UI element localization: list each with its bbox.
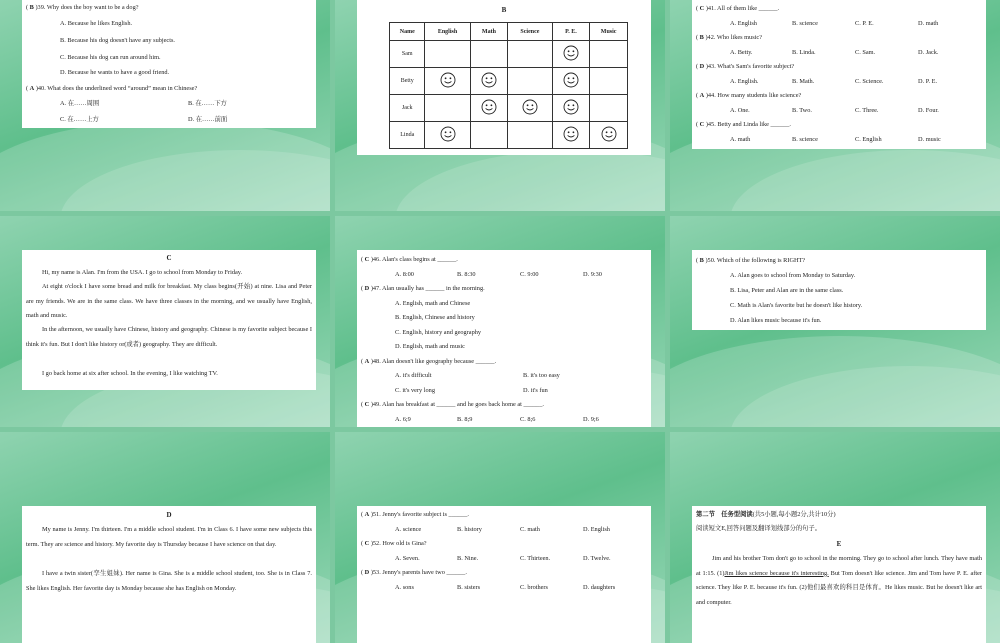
cell-english xyxy=(425,122,470,149)
question-40: ( A )40. What does the underlined word “around” mean in Chinese? xyxy=(26,85,198,92)
option-49b: B. 8;9 xyxy=(457,415,473,423)
option-39b: B. Because his dog doesn't have any subjects. xyxy=(60,37,175,44)
row-name: Betty xyxy=(390,68,425,95)
passage-c-p3: In the afternoon, we usually have Chinese, history and geography. Chinese is my favorite subject because I think it's fun. But I don't like history or(或者) geography. They are difficult. xyxy=(26,326,312,348)
cell-pe xyxy=(552,95,590,122)
question-45: ( C )45. Betty and Linda like ______. xyxy=(696,121,791,128)
stem-46: )46. Alan's class begins at ______. xyxy=(370,256,458,263)
option-53b: B. sisters xyxy=(457,583,481,591)
table-row xyxy=(390,122,628,149)
paper-8 xyxy=(357,506,651,643)
answer-41: C xyxy=(699,5,705,12)
paper-9 xyxy=(692,506,986,643)
passage-c-p2: At eight o'clock I have some bread and milk for breakfast. My class begins(开始) at nine. Lisa and Peter are my friends. We are in the same class. We have three classes in the morning, and we usually have English, math and music. xyxy=(26,283,312,319)
option-39a: A. Because he likes English. xyxy=(60,20,133,27)
passage-c-p4: I go back home at six after school. In the evening, I like watching TV. xyxy=(42,370,218,377)
answer-53: D xyxy=(364,569,370,576)
cell-math xyxy=(470,41,508,68)
option-50a: A. Alan goes to school from Monday to Saturday. xyxy=(730,272,856,279)
option-49d: D. 9;6 xyxy=(583,415,599,423)
option-53a: A. sons xyxy=(395,583,414,591)
table-header-row xyxy=(390,23,628,41)
option-44c: C. Three. xyxy=(855,106,879,114)
smiley-icon xyxy=(481,84,497,90)
answer-43: D xyxy=(699,63,705,70)
stem-39: )39. Why does the boy want to be a dog? xyxy=(35,4,139,11)
section-heading xyxy=(696,511,836,518)
option-47d: D. English, math and music xyxy=(395,343,465,350)
question-46: ( C )46. Alan's class begins at ______. xyxy=(361,256,458,263)
cell-pe xyxy=(552,41,590,68)
table-title: B xyxy=(501,6,507,14)
cell-math xyxy=(470,122,508,149)
stem-42: )42. Who likes music? xyxy=(705,34,762,41)
subject-table xyxy=(389,22,628,149)
option-40b: B. 在……下方 xyxy=(188,100,227,107)
row-name: Jack xyxy=(390,95,425,122)
option-51a: A. science xyxy=(395,525,422,533)
question-49: ( C )49. Alan has breakfast at ______ and he goes back home at ______. xyxy=(361,401,544,408)
answer-46: C xyxy=(364,256,370,263)
passage-d-p2: I have a twin sister(孪生姐妹). Her name is Gina. She is a middle school student, too. She is in Class 7. She likes English. Her favorite day is Monday because she has English on Monday. xyxy=(26,570,312,592)
passage-e-underlined: Jim likes science because it's interesting. xyxy=(724,569,829,577)
option-43a: A. English. xyxy=(730,77,759,85)
smiley-icon xyxy=(563,57,579,63)
cell-math xyxy=(470,95,508,122)
answer-42: B xyxy=(699,34,704,41)
cell-english xyxy=(425,95,470,122)
option-40a: A. 在……周围 xyxy=(60,100,100,107)
option-42d: D. Jack. xyxy=(918,48,939,56)
question-41: ( C )41. All of them like ______. xyxy=(696,5,780,12)
answer-51: A xyxy=(364,511,370,518)
option-52c: C. Thirteen. xyxy=(520,554,551,562)
smiley-icon xyxy=(563,138,579,144)
paper-5 xyxy=(357,250,651,427)
header-math: Math xyxy=(470,23,508,41)
passage-c-title: C xyxy=(166,254,172,262)
option-45d: D. music xyxy=(918,135,941,143)
option-50d: D. Alan likes music because it's fun. xyxy=(730,317,822,324)
option-41c: C. P. E. xyxy=(855,19,874,27)
option-42b: B. Linda. xyxy=(792,48,816,56)
option-41d: D. math xyxy=(918,19,939,27)
option-43d: D. P. E. xyxy=(918,77,938,85)
paper-2 xyxy=(357,0,651,155)
cell-pe xyxy=(552,122,590,149)
answer-39: B xyxy=(29,4,34,11)
slide-8 xyxy=(335,432,665,643)
smiley-icon xyxy=(601,138,617,144)
slide-5 xyxy=(335,216,665,427)
question-47: ( D )47. Alan usually has ______ in the morning. xyxy=(361,285,485,292)
option-52d: D. Twelve. xyxy=(583,554,611,562)
option-51d: D. English xyxy=(583,525,610,533)
option-40c: C. 在……上方 xyxy=(60,116,99,123)
answer-52: C xyxy=(364,540,370,547)
smiley-icon xyxy=(563,111,579,117)
cell-math xyxy=(470,68,508,95)
option-40d: D. 在……前面 xyxy=(188,116,228,123)
question-43: ( D )43. What's Sam's favorite subject? xyxy=(696,63,795,70)
cell-music xyxy=(590,95,628,122)
answer-50: B xyxy=(699,257,704,264)
option-50c: C. Math is Alan's favorite but he doesn't like history. xyxy=(730,302,863,309)
option-47c: C. English, history and geography xyxy=(395,328,482,336)
cell-english xyxy=(425,41,470,68)
option-42c: C. Sam. xyxy=(855,48,876,56)
paper-6 xyxy=(692,250,986,330)
cell-pe xyxy=(552,68,590,95)
header-science: Science xyxy=(508,23,552,41)
cell-english xyxy=(425,68,470,95)
question-39: ( B )39. Why does the boy want to be a dog? xyxy=(26,4,139,11)
option-50b: B. Lisa, Peter and Alan are in the same class. xyxy=(730,287,844,294)
stem-48: )48. Alan doesn't like geography because ______. xyxy=(370,357,497,365)
option-44b: B. Two. xyxy=(792,106,812,114)
option-39c: C. Because his dog can run around him. xyxy=(60,54,161,61)
slide-9 xyxy=(670,432,1000,643)
option-49a: A. 6;9 xyxy=(395,415,411,423)
question-48: ( A )48. Alan doesn't like geography because ______. xyxy=(361,357,497,365)
cell-music xyxy=(590,41,628,68)
cell-music xyxy=(590,68,628,95)
header-english: English xyxy=(425,23,470,41)
option-46d: D. 9:30 xyxy=(583,270,602,278)
option-46b: B. 8:30 xyxy=(457,270,476,278)
answer-45: C xyxy=(699,121,705,128)
paper-1 xyxy=(22,0,316,128)
option-47a: A. English, math and Chinese xyxy=(395,299,471,307)
question-52: ( C )52. How old is Gina? xyxy=(361,540,427,547)
option-48b: B. it's too easy xyxy=(523,372,560,379)
answer-49: C xyxy=(364,401,370,408)
smiley-icon xyxy=(563,84,579,90)
option-45c: C. English xyxy=(855,135,882,143)
answer-48: A xyxy=(364,357,370,365)
option-44a: A. One. xyxy=(730,106,750,114)
option-48d: D. it's fun xyxy=(523,386,548,394)
option-42a: A. Betty. xyxy=(730,48,753,56)
question-50: ( B )50. Which of the following is RIGHT? xyxy=(696,257,806,264)
paper-4 xyxy=(22,250,316,390)
paper-7 xyxy=(22,506,316,643)
stem-49: )49. Alan has breakfast at ______ and he goes back home at ______. xyxy=(370,401,544,408)
slide-3 xyxy=(670,0,1000,211)
slide-6 xyxy=(670,216,1000,427)
smiley-icon xyxy=(522,111,538,117)
question-53: ( D )53. Jenny's parents have two ______. xyxy=(361,569,467,576)
row-name: Sam xyxy=(390,41,425,68)
stem-45: )45. Betty and Linda like ______. xyxy=(705,121,791,128)
option-44d: D. Four. xyxy=(918,106,939,114)
stem-53: )53. Jenny's parents have two ______. xyxy=(370,569,467,576)
stem-50: )50. Which of the following is RIGHT? xyxy=(705,257,806,264)
option-46a: A. 8:00 xyxy=(395,270,414,278)
stem-52: )52. How old is Gina? xyxy=(370,540,427,547)
cell-science xyxy=(508,122,552,149)
option-53d: D. daughters xyxy=(583,583,616,591)
table-row xyxy=(390,95,628,122)
option-51b: B. history xyxy=(457,525,482,533)
passage-e-text-a: Jim and his brother Tom don't go to school in the morning. They go to school after lunch. They have math at 1:15. (1) xyxy=(696,555,982,577)
stem-47: )47. Alan usually has ______ in the morning. xyxy=(370,285,485,292)
option-52b: B. Nine. xyxy=(457,554,479,562)
header-name: Name xyxy=(390,23,425,41)
question-42: ( B )42. Who likes music? xyxy=(696,34,762,41)
option-39d: D. Because he wants to have a good friend. xyxy=(60,69,170,76)
option-41b: B. science xyxy=(792,19,818,27)
passage-c-p1: Hi, my name is Alan. I'm from the USA. I go to school from Monday to Friday. xyxy=(42,269,243,276)
option-43b: B. Math. xyxy=(792,77,815,85)
answer-44: A xyxy=(699,92,705,99)
smiley-icon xyxy=(481,111,497,117)
table-body xyxy=(390,41,628,149)
answer-40: A xyxy=(29,85,35,92)
stem-51: )51. Jenny's favorite subject is ______. xyxy=(370,511,470,518)
smiley-icon xyxy=(440,84,456,90)
option-41a: A. English xyxy=(730,19,757,27)
paper-3 xyxy=(692,0,986,149)
header-pe: P. E. xyxy=(552,23,590,41)
option-48a: A. it's difficult xyxy=(395,372,432,379)
table-row xyxy=(390,68,628,95)
section-title: 第二节 任务型阅读 xyxy=(696,511,753,518)
option-49c: C. 8;6 xyxy=(520,415,536,423)
header-music: Music xyxy=(590,23,628,41)
option-48c: C. it's very long xyxy=(395,386,435,394)
stem-40: )40. What does the underlined word “around” mean in Chinese? xyxy=(35,85,198,92)
passage-d-p1: My name is Jenny. I'm thirteen. I'm a middle school student. I'm in Class 6. I have some new subjects this term. They are science and history. My favorite day is Thursday because I have science on that day. xyxy=(26,526,312,548)
option-53c: C. brothers xyxy=(520,583,548,591)
option-43c: C. Science. xyxy=(855,77,884,85)
question-44: ( A )44. How many students like science? xyxy=(696,92,802,99)
passage-e-text xyxy=(696,552,982,610)
instruction: 阅读短文E,回答问题及翻译划线部分的句子。 xyxy=(696,525,822,532)
passage-e-text-b: But Tom doesn't like science. Jim and Tom have P. E. after science. They like P. E. because it's fun. (2)他们最喜欢的科目是体育。He likes music. But he doesn't like art and computer. xyxy=(696,569,982,606)
cell-science xyxy=(508,68,552,95)
smiley-icon xyxy=(440,138,456,144)
cell-science xyxy=(508,95,552,122)
question-51: ( A )51. Jenny's favorite subject is ______. xyxy=(361,511,470,518)
slide-2 xyxy=(335,0,665,211)
stem-44: )44. How many students like science? xyxy=(705,92,802,99)
option-45a: A. math xyxy=(730,135,751,143)
slide-1 xyxy=(0,0,330,211)
table-row xyxy=(390,41,628,68)
option-51c: C. math xyxy=(520,525,540,533)
option-47b: B. English, Chinese and history xyxy=(395,314,475,321)
section-note: (共5小题,每小题2分,共计10分) xyxy=(752,511,836,518)
answer-47: D xyxy=(364,285,370,292)
slide-7 xyxy=(0,432,330,643)
slide-4 xyxy=(0,216,330,427)
passage-e-title: E xyxy=(836,540,842,548)
cell-science xyxy=(508,41,552,68)
option-46c: C. 9:00 xyxy=(520,270,539,278)
passage-d-title: D xyxy=(166,511,172,519)
stem-43: )43. What's Sam's favorite subject? xyxy=(705,63,795,70)
option-52a: A. Seven. xyxy=(395,554,420,562)
option-45b: B. science xyxy=(792,135,818,143)
cell-music xyxy=(590,122,628,149)
stem-41: )41. All of them like ______. xyxy=(705,5,780,12)
row-name: Linda xyxy=(390,122,425,149)
